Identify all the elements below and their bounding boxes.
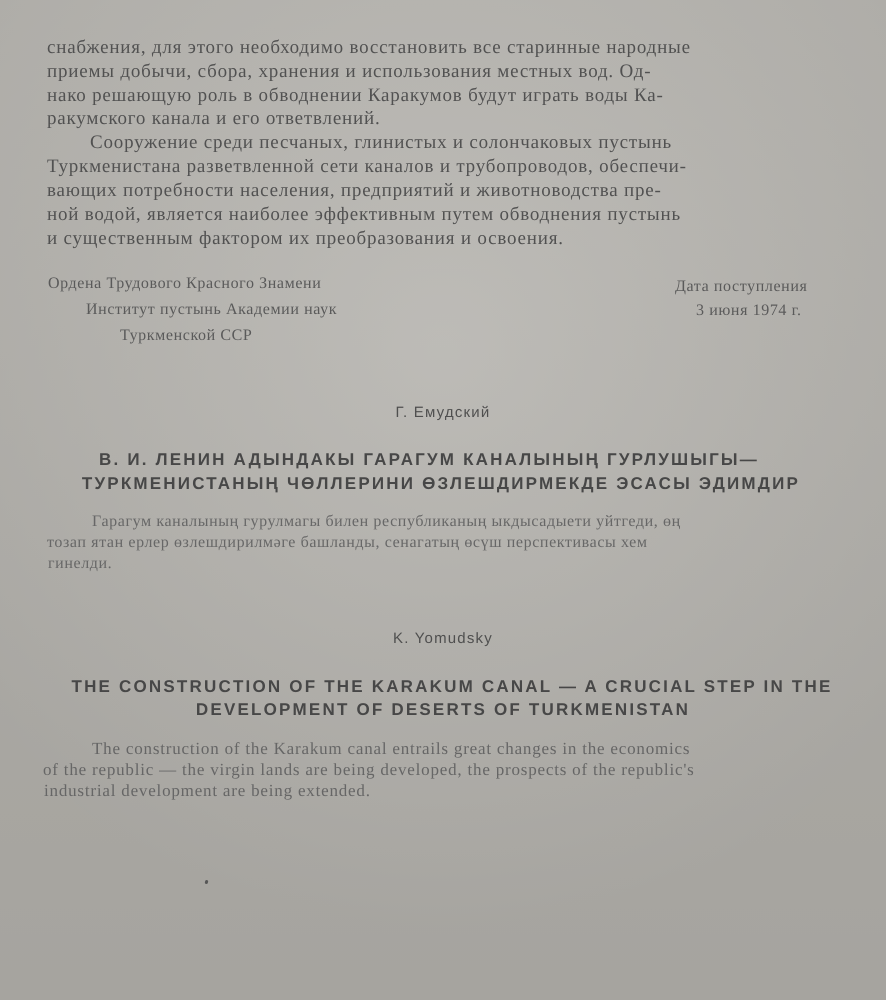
turkmen-author: Г. Емудский <box>395 404 491 421</box>
english-abstract-line: industrial development are being extended. <box>44 781 371 800</box>
affiliation-line: Ордена Трудового Красного Знамени <box>48 275 322 292</box>
body-paragraph-line: Сооружение среди песчаных, глинистых и солончаковых пустынь <box>90 132 673 153</box>
turkmen-abstract-line: Гарагум каналының гурулмагы билен республиканың ыкдысадыети уйтгеди, өң <box>92 513 681 530</box>
turkmen-title-line: В. И. ЛЕНИН АДЫНДАКЫ ГАРАГУМ КАНАЛЫНЫҢ ГУРЛУШЫГЫ— <box>99 450 759 469</box>
turkmen-title-line: ТУРКМЕНИСТАНЫҢ ЧӨЛЛЕРИНИ ӨЗЛЕШДИРМЕКДЕ ЭСАСЫ ЭДИМДИР <box>81 474 801 493</box>
english-title-line: THE CONSTRUCTION OF THE KARAKUM CANAL — A CRUCIAL STEP IN THE <box>71 677 833 696</box>
received-date-label: Дата поступления <box>675 278 808 295</box>
body-paragraph-line: ракумского канала и его ответвлений. <box>47 108 381 129</box>
affiliation-line: Институт пустынь Академии наук <box>86 301 338 318</box>
turkmen-abstract-line: гинелди. <box>48 555 113 572</box>
english-title-line: DEVELOPMENT OF DESERTS OF TURKMENISTAN <box>195 700 691 719</box>
body-paragraph-line: Туркменистана разветвленной сети каналов и трубопроводов, обеспечи- <box>47 156 687 177</box>
body-paragraph-line: нако решающую роль в обводнении Каракумов будут играть воды Ка- <box>47 85 664 106</box>
english-abstract-line: of the republic — the virgin lands are being developed, the prospects of the republic's <box>43 760 695 779</box>
body-paragraph-line: и существенным фактором их преобразования и освоения. <box>47 228 564 249</box>
ink-speck <box>205 880 209 885</box>
body-paragraph-line: приемы добычи, сбора, хранения и использования местных вод. Од- <box>47 61 652 82</box>
body-paragraph-line: ной водой, является наиболее эффективным путем обводнения пустынь <box>47 204 681 225</box>
body-paragraph-line: снабжения, для этого необходимо восстановить все старинные народные <box>47 37 691 58</box>
received-date-value: 3 июня 1974 г. <box>696 302 802 319</box>
english-abstract-line: The construction of the Karakum canal entrails great changes in the economics <box>92 739 691 758</box>
body-paragraph-line: вающих потребности населения, предприятий и животноводства пре- <box>47 180 662 201</box>
english-author: K. Yomudsky <box>393 630 493 647</box>
turkmen-abstract-line: тозап ятан ерлер өзлешдирилмәге башланды, сенагатың өсүш перспективасы хем <box>47 534 648 551</box>
affiliation-line: Туркменской ССР <box>120 327 253 344</box>
